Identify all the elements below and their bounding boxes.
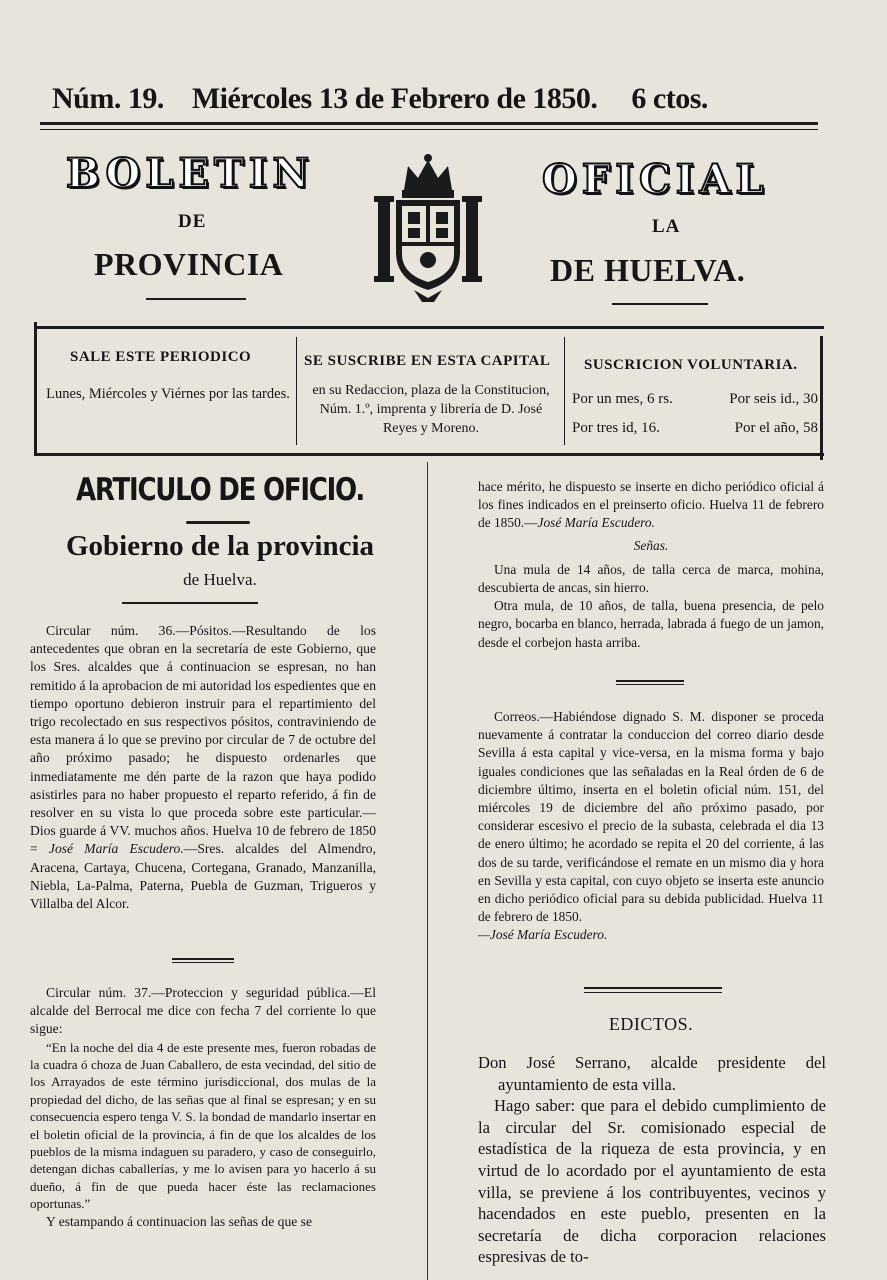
correos-signature: —José María Escudero. bbox=[478, 927, 608, 943]
oficio-text: hace mérito, he dispuesto se inserte en dicho periódico oficial á los fines indicados en el preinserto oficio. Huelva 11 de febrero de 1850.— bbox=[478, 479, 824, 531]
where-heading: SE SUSCRIBE EN ESTA CAPITAL bbox=[304, 353, 551, 369]
circular-36-signature: José María Escudero. bbox=[48, 841, 184, 857]
masthead-rule-right bbox=[612, 303, 708, 305]
separator-1b bbox=[172, 962, 234, 963]
subscription-col-rates bbox=[570, 329, 820, 453]
schedule-text: Lunes, Miércoles y Viérnes por las tardes. bbox=[46, 386, 290, 402]
masthead-title-left: BOLETIN bbox=[66, 150, 315, 197]
issue-line bbox=[52, 82, 812, 126]
circular-37-continuation: Y estampando á continuacion las señas de que se bbox=[46, 1213, 313, 1229]
edicto-header: Don José Serrano, alcalde presidente del ayuntamiento de esta villa. bbox=[478, 1053, 826, 1094]
title-ornament bbox=[186, 521, 250, 524]
heading-rule bbox=[122, 602, 258, 604]
rate-one-month: Por un mes, 6 rs. bbox=[572, 391, 673, 407]
edicto-text: Hago saber: que para el debido cumplimiento de la circular del Sr. comisionado especial de estadística de la riqueza de esta provincia, y en virtud de lo acordado por el ayuntamiento de esta villa, se previene á los contribuyentes, vecinos y hacendados en este pueblo, presenten en la secretaría de dicha corporacion relaciones espresivas de to- bbox=[478, 1096, 826, 1267]
rates-row-2 bbox=[572, 418, 818, 439]
separator-3b bbox=[584, 992, 722, 993]
circular-37: Circular núm. 37.—Proteccion y seguridad pública.—El alcalde del Berrocal me dice con fecha 7 del corriente lo que sigue: bbox=[30, 985, 376, 1037]
rate-one-year: Por el año, 58 bbox=[734, 420, 818, 436]
subscription-col-where bbox=[302, 329, 558, 453]
subscription-box bbox=[34, 326, 824, 456]
rates-list bbox=[572, 389, 818, 439]
schedule-heading: SALE ESTE PERIODICO bbox=[70, 349, 252, 365]
masthead-la: LA bbox=[652, 216, 681, 237]
senas-label: Señas. bbox=[633, 537, 669, 553]
correos-article bbox=[478, 708, 824, 926]
subscription-col-schedule bbox=[42, 329, 294, 453]
circular-36-text: Circular núm. 36.—Pósitos.—Resultando de los antecedentes que obran en la secretaría de este Gobierno, que los Sres. alcaldes que á continuacion se espresan, no han remitido á la aprobacion de mi autoridad los espedientes que en tiempo oportuno debieron instruir para el repartimiento del trigo recolectado en sus respectivos pósitos, contraviniendo de esta manera á lo que se previno por circular de 7 de octubre del año próximo pasado; he dispuesto ordenarles que inmediatamente me dén parte de la razon que haya podido asistirles para no haber propuesto el reparto referido, á fin de resolver en su vista lo que proceda sobre este particular.— Dios guarde á VV. muchos años. Huelva 10 de febrero de 1850 = bbox=[30, 623, 376, 857]
column-divider bbox=[427, 462, 428, 1280]
correos-body bbox=[478, 708, 824, 945]
rates-row-1 bbox=[572, 389, 818, 410]
edictos-title: EDICTOS. bbox=[608, 1014, 694, 1034]
senas-mula-1: Una mula de 14 años, de talla cerca de marca, mohina, descubierta de ancas, sin hierro. bbox=[478, 561, 824, 596]
masthead-de: DE bbox=[178, 211, 207, 232]
rate-three-months: Por tres id, 16. bbox=[572, 420, 660, 436]
masthead-rule-left bbox=[146, 298, 246, 300]
box-left-edge bbox=[34, 322, 37, 454]
correos-text: Correos.—Habiéndose dignado S. M. disponer se proceda nuevamente á contratar la conduccion del correo diario desde Sevilla á esta capital y vice-versa, en la misma forma y bajo iguales condiciones que las señaladas en la Real órden de 6 de diciembre último, inserta en el boletin oficial núm. 151, del miércoles 19 de diciembre del año próximo pasado, por considerar escesivo el precio de la subasta, celebrada el dia 13 de enero último; he acordado se repita el 20 del corriente, á las dos de su tarde, verificándose el remate en un mismo dia y hora en Sevilla y esta capital, con cuyo objeto se inserta este anuncio en dicho periódico oficial para su debida publicidad. Huelva 11 de febrero de 1850. bbox=[478, 709, 824, 925]
gobierno-heading: Gobierno de la provincia bbox=[65, 530, 374, 562]
issue-price: 6 ctos. bbox=[631, 82, 708, 115]
masthead-de-huelva: DE HUELVA. bbox=[550, 252, 746, 288]
subscription-divider-2 bbox=[564, 337, 565, 445]
oficio-signature: José María Escudero. bbox=[537, 515, 655, 531]
masthead-provincia: PROVINCIA bbox=[94, 246, 284, 282]
box-right-edge bbox=[820, 336, 823, 460]
separator-2 bbox=[616, 680, 684, 682]
coat-of-arms-icon bbox=[374, 152, 482, 302]
separator-1 bbox=[172, 958, 234, 960]
circular-36-recipients: —Sres. alcaldes del Almendro, Aracena, Cartaya, Chucena, Cortegana, Granado, Manzanilla, Niebla, La-Palma, Paterna, Puebla de Guzman, Trigueros y Villalba del Alcor. bbox=[30, 841, 376, 912]
left-article-body bbox=[30, 622, 376, 913]
separator-2b bbox=[616, 684, 684, 685]
right-article-body bbox=[478, 478, 824, 652]
section-title: ARTICULO DE OFICIO. bbox=[75, 472, 365, 508]
senas-mula-2: Otra mula, de 10 años, de talla, buena presencia, de pelo negro, bocarba en blanco, herrada, labrada á fuego de un jamon, desde el corbejon hasta arriba. bbox=[478, 598, 824, 650]
top-rule-thick bbox=[40, 122, 818, 125]
separator-3 bbox=[584, 987, 722, 989]
gobierno-subheading: de Huelva. bbox=[183, 570, 257, 589]
circular-37-quote: “En la noche del dia 4 de este presente mes, fueron robadas de la cuadra ó choza de Juan Caballero, de esta vecindad, del sitio de los Arrayados de este término jurisdiccional, dos mulas de la propiedad del dicho, de las señas que al final se espresan; y en su consecuencia espero tenga V. S. la bondad de mandarlo insertar en el boletin oficial de la provincia, á fin de que los alcaldes de los pueblos de la misma indaguen su paradero, y caso de conseguirlo, detengan dichas caballerías, y me lo avisen para yo hacerlo á su dueño, á fin de que pueda hacer éste las reclamaciones oportunas.” bbox=[30, 1039, 376, 1212]
rates-heading: SUSCRICION VOLUNTARIA. bbox=[584, 357, 798, 373]
circular-36 bbox=[30, 622, 376, 913]
masthead-title-right: OFICIAL bbox=[542, 156, 769, 203]
issue-number: Núm. 19. bbox=[52, 82, 164, 115]
issue-date: Miércoles 13 de Febrero de 1850. bbox=[191, 82, 598, 115]
subscription-divider-1 bbox=[296, 337, 297, 445]
top-rule-thin bbox=[40, 129, 818, 130]
oficio-continuation bbox=[478, 478, 824, 533]
rate-six-months: Por seis id., 30 bbox=[729, 391, 818, 407]
where-text: en su Redaccion, plaza de la Constitucion, Núm. 1.º, imprenta y librería de D. José Reyes y Moreno. bbox=[312, 383, 550, 436]
left-article-body-2 bbox=[30, 984, 376, 1231]
edicto-body bbox=[478, 1052, 826, 1268]
